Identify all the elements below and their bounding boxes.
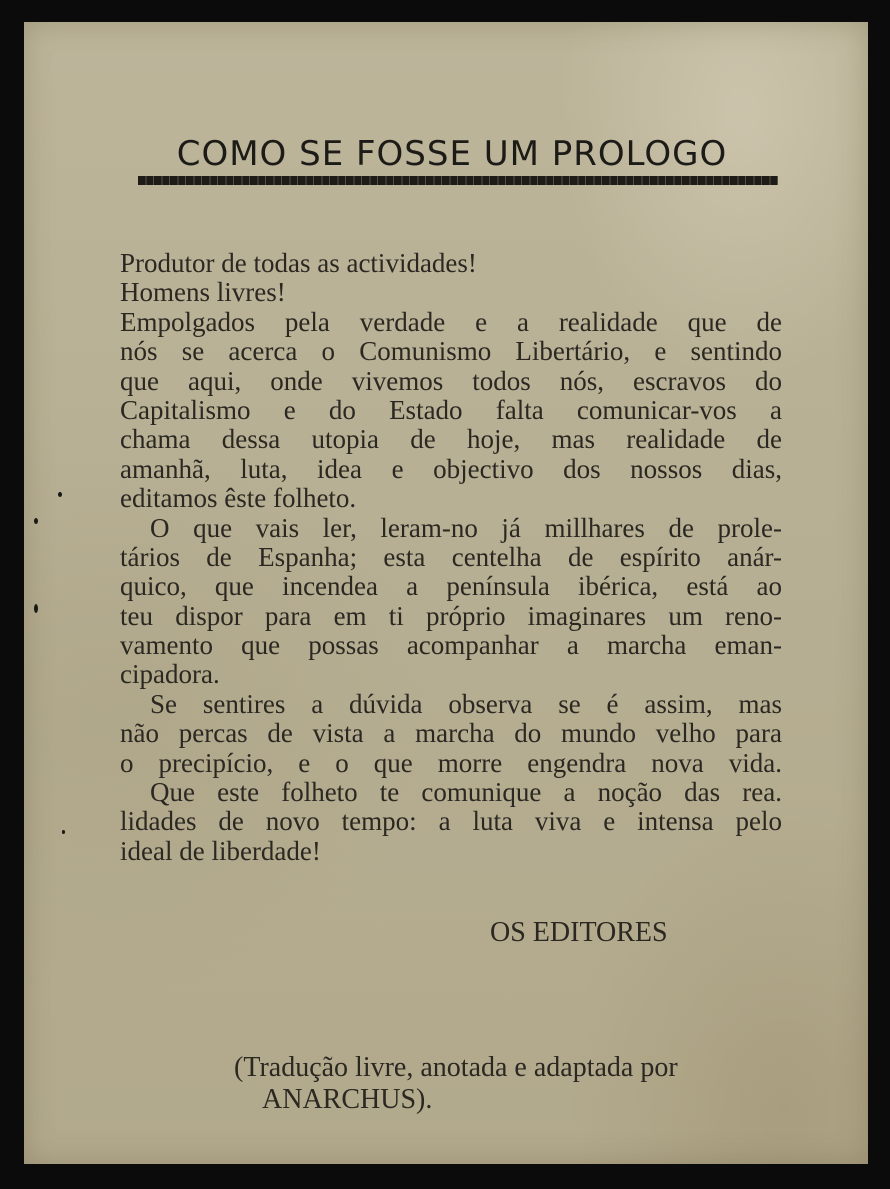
body-line: chama dessa utopia de hoje, mas realidade de	[120, 424, 782, 455]
body-line: Capitalismo e do Estado falta comunicar-vos a	[120, 394, 782, 425]
translation-note	[234, 1052, 782, 1116]
ink-speck	[34, 518, 38, 524]
body-line: O que vais ler, leram-no já millhares de prole-	[150, 512, 782, 543]
body-line: amanhã, luta, idea e objectivo dos nossos dias,	[120, 453, 782, 484]
body-line: teu dispor para em ti próprio imaginares um reno-	[120, 600, 782, 631]
translation-note-line: (Tradução livre, anotada e adaptada por	[234, 1052, 678, 1083]
page-title: COMO SE FOSSE UM PROLOGO	[176, 134, 728, 174]
body-line: editamos êste folheto.	[120, 483, 357, 514]
body-line: não percas de vista a marcha do mundo velho para	[120, 718, 782, 749]
body-line: ideal de liberdade!	[120, 835, 321, 866]
body-line: Produtor de todas as actividades!	[120, 248, 477, 278]
document-page	[24, 22, 868, 1164]
body-line: Que este folheto te comunique a noção das rea.	[150, 777, 782, 808]
body-line: quico, que incendea a península ibérica, está ao	[120, 571, 782, 602]
ink-speck	[62, 830, 65, 834]
translation-note-line: ANARCHUS).	[262, 1084, 433, 1115]
body-line: cipadora.	[120, 659, 220, 690]
body-line: nós se acerca o Comunismo Libertário, e sentindo	[120, 336, 782, 367]
body-line: que aqui, onde vivemos todos nós, escravos do	[120, 365, 782, 396]
body-line: tários de Espanha; esta centelha de espírito anár-	[120, 541, 782, 572]
body-line: Se sentires a dúvida observa se é assim, mas	[150, 688, 782, 719]
body-text	[120, 249, 782, 866]
body-line: Homens livres!	[120, 277, 286, 308]
body-line: o precipício, e o que morre engendra nova vida.	[120, 747, 782, 778]
body-line: vamento que possas acompanhar a marcha eman-	[120, 630, 782, 661]
body-line: lidades de novo tempo: a luta viva e intensa pelo	[120, 806, 782, 837]
ink-speck	[58, 492, 62, 497]
signature: OS EDITORES	[490, 917, 668, 948]
title-underline-rule	[138, 176, 778, 185]
ink-speck	[34, 604, 38, 613]
body-line: Empolgados pela verdade e a realidade que de	[120, 306, 782, 337]
